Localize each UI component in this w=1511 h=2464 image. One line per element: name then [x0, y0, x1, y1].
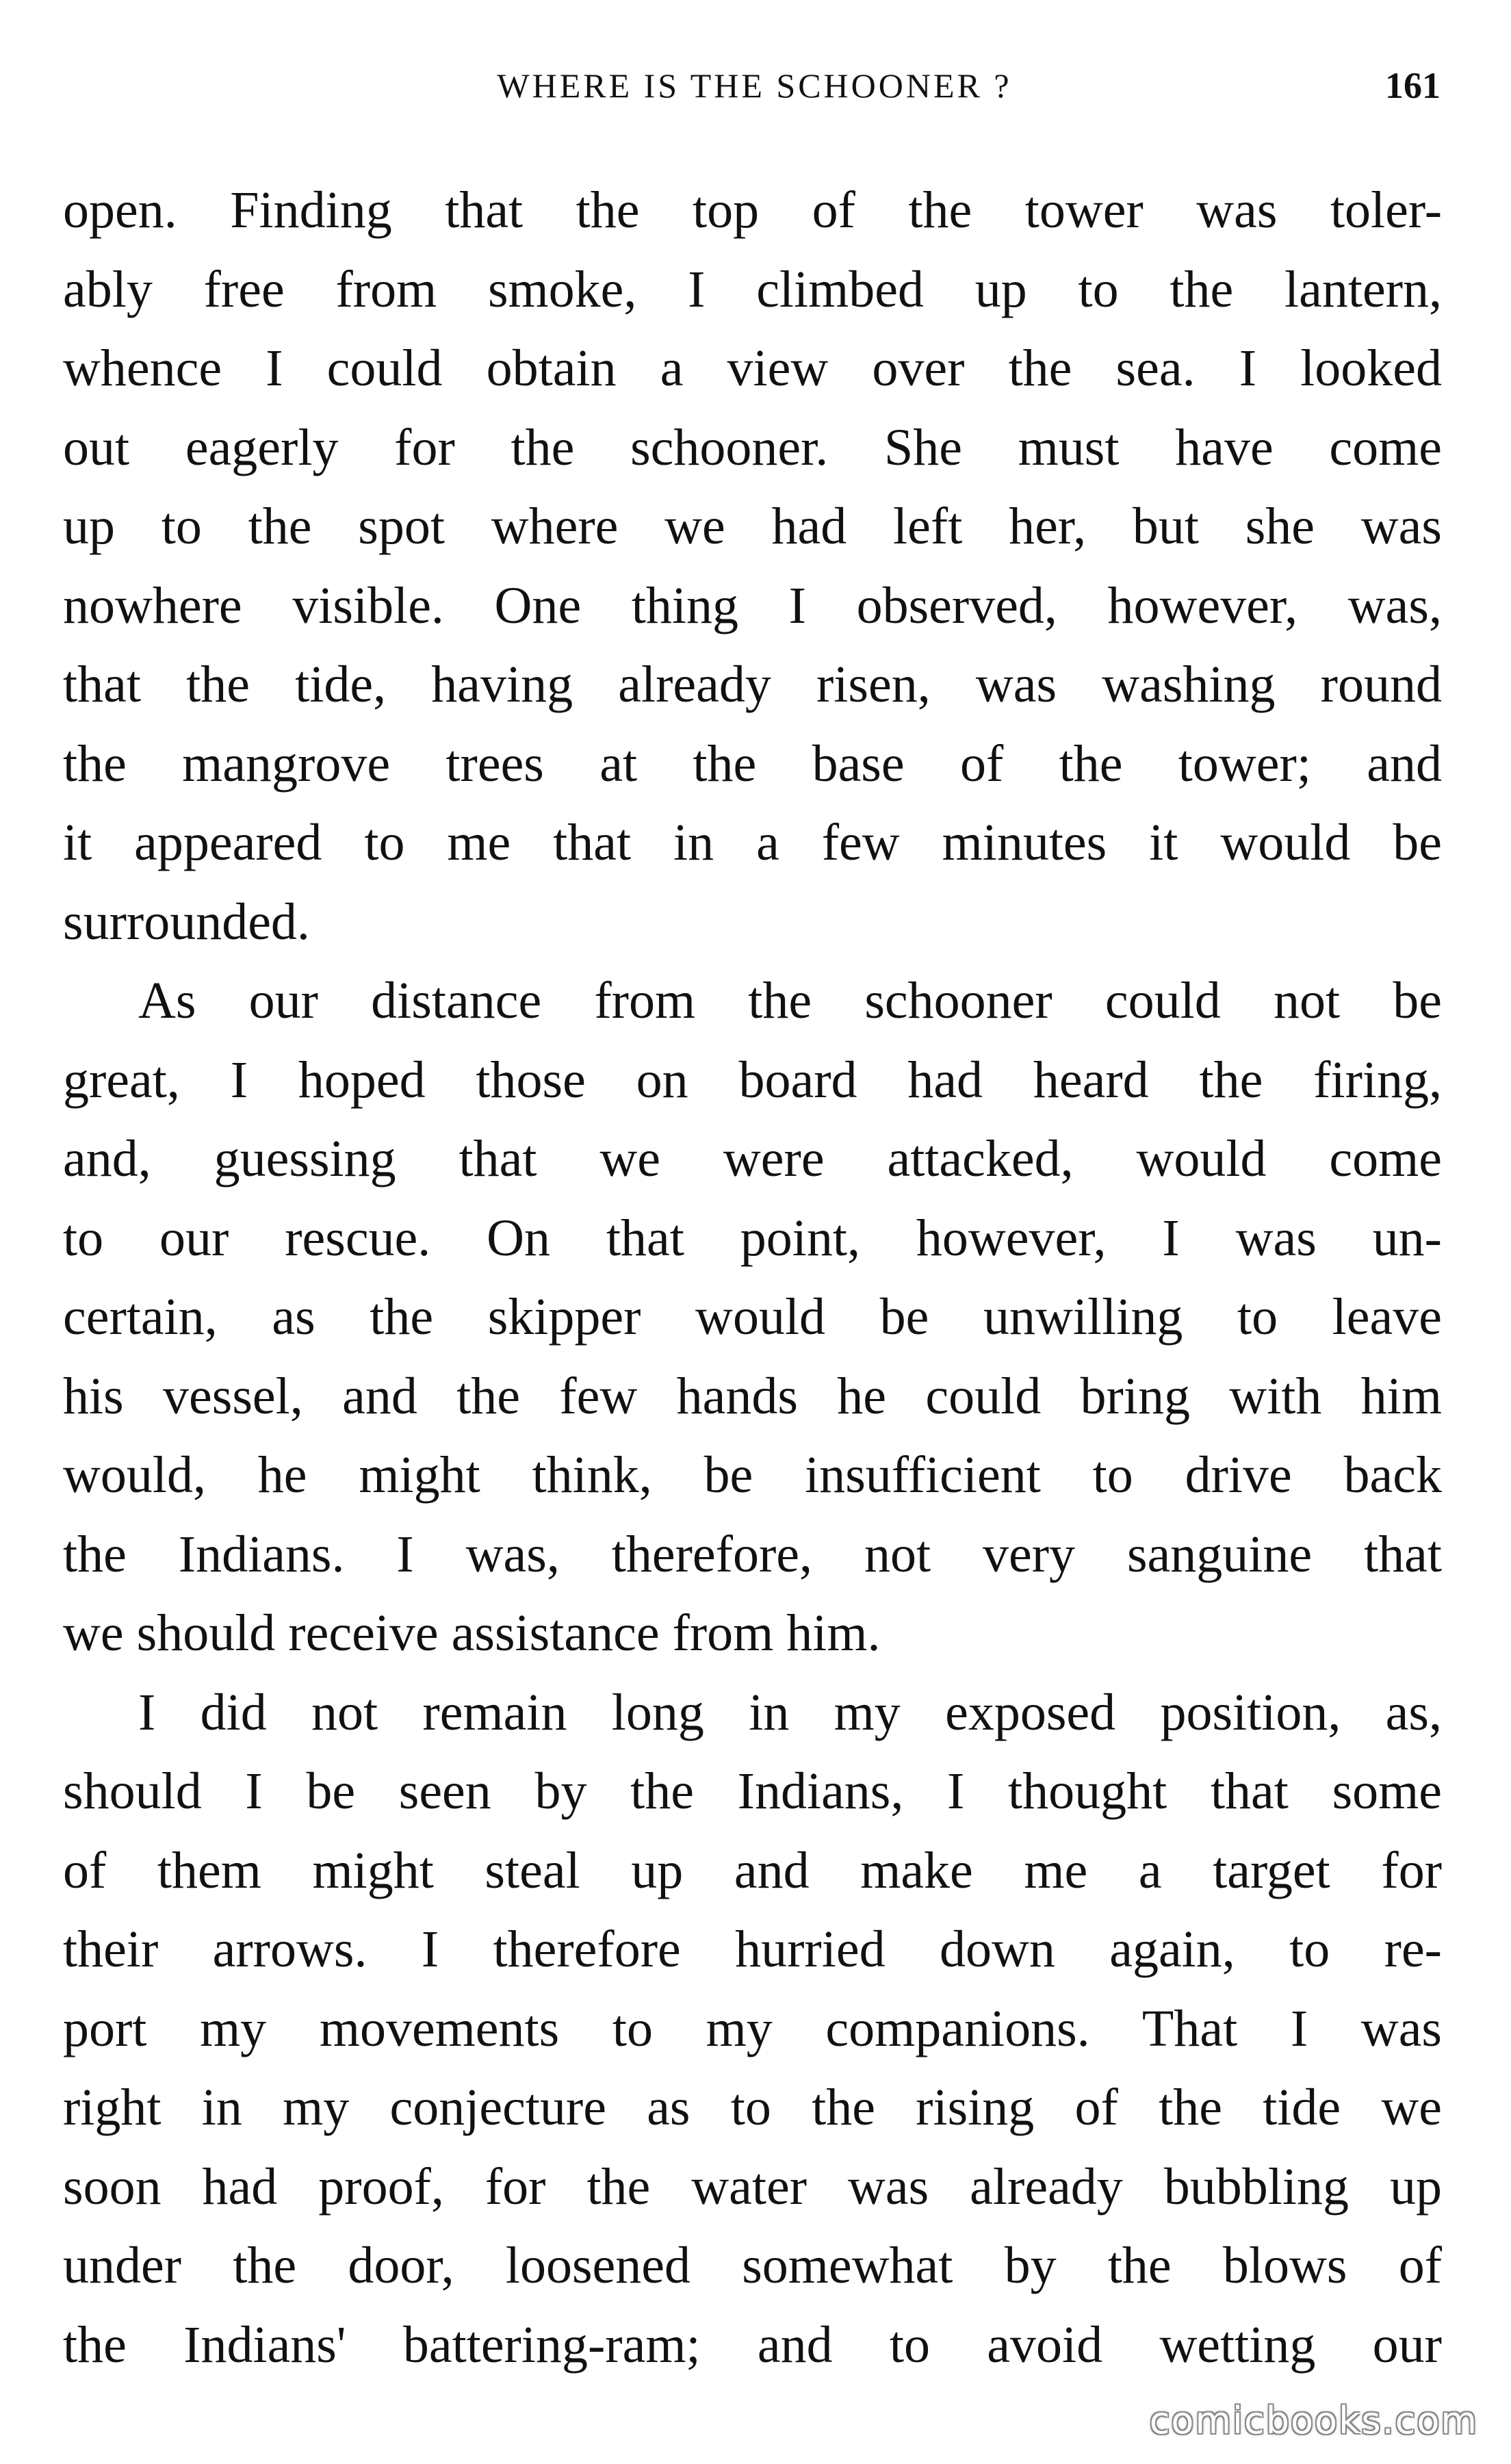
text-line: port my movements to my companions. That I was [63, 1999, 1442, 2057]
text-line: should I be seen by the Indians, I thought that some [63, 1762, 1442, 1820]
text-line: we should receive assistance from him. [63, 1604, 881, 1662]
text-line: whence I could obtain a view over the sea. I looked [63, 339, 1442, 397]
paragraph-first-line: I did not remain long in my exposed position, as, [138, 1683, 1442, 1741]
text-line: ably free from smoke, I climbed up to the lantern, [63, 260, 1442, 318]
text-line: the mangrove trees at the base of the tower; and [63, 734, 1442, 793]
text-line: up to the spot where we had left her, but she was [63, 498, 1442, 555]
text-line: under the door, loosened somewhat by the blows of [63, 2237, 1442, 2294]
text-line: and, guessing that we were attacked, would come [63, 1130, 1442, 1188]
text-line: their arrows. I therefore hurried down again, to re- [63, 1921, 1442, 1978]
text-line: great, I hoped those on board had heard the firing, [63, 1051, 1442, 1109]
text-line: the Indians. I was, therefore, not very sanguine that [63, 1525, 1442, 1583]
text-line: his vessel, and the few hands he could bring with him [63, 1367, 1442, 1425]
text-line: surrounded. [63, 893, 310, 951]
running-head [68, 55, 1441, 116]
text-line: out eagerly for the schooner. She must have come [63, 418, 1442, 476]
running-title: WHERE IS THE SCHOONER ? [497, 66, 1012, 105]
body-text [63, 171, 1442, 2385]
text-line: the Indians' battering-ram; and to avoid wetting our [63, 2315, 1442, 2374]
page-number: 161 [1385, 65, 1441, 106]
text-line: it appeared to me that in a few minutes it would be [63, 814, 1442, 871]
text-line: would, he might think, be insufficient to drive back [63, 1446, 1442, 1504]
text-line: to our rescue. On that point, however, I was un- [63, 1209, 1442, 1267]
text-line: of them might steal up and make me a target for [63, 1841, 1442, 1899]
watermark: comicbooks.com [1149, 2399, 1478, 2442]
paragraph-first-line: As our distance from the schooner could not be [138, 972, 1442, 1029]
text-line: right in my conjecture as to the rising of the tide we [63, 2079, 1442, 2136]
text-line: nowhere visible. One thing I observed, however, was, [63, 576, 1442, 634]
text-line: that the tide, having already risen, was washing round [63, 656, 1442, 713]
text-line: open. Finding that the top of the tower was toler- [63, 181, 1442, 239]
text-line: certain, as the skipper would be unwilling to leave [63, 1288, 1442, 1346]
text-line: soon had proof, for the water was already bubbling up [63, 2157, 1442, 2216]
